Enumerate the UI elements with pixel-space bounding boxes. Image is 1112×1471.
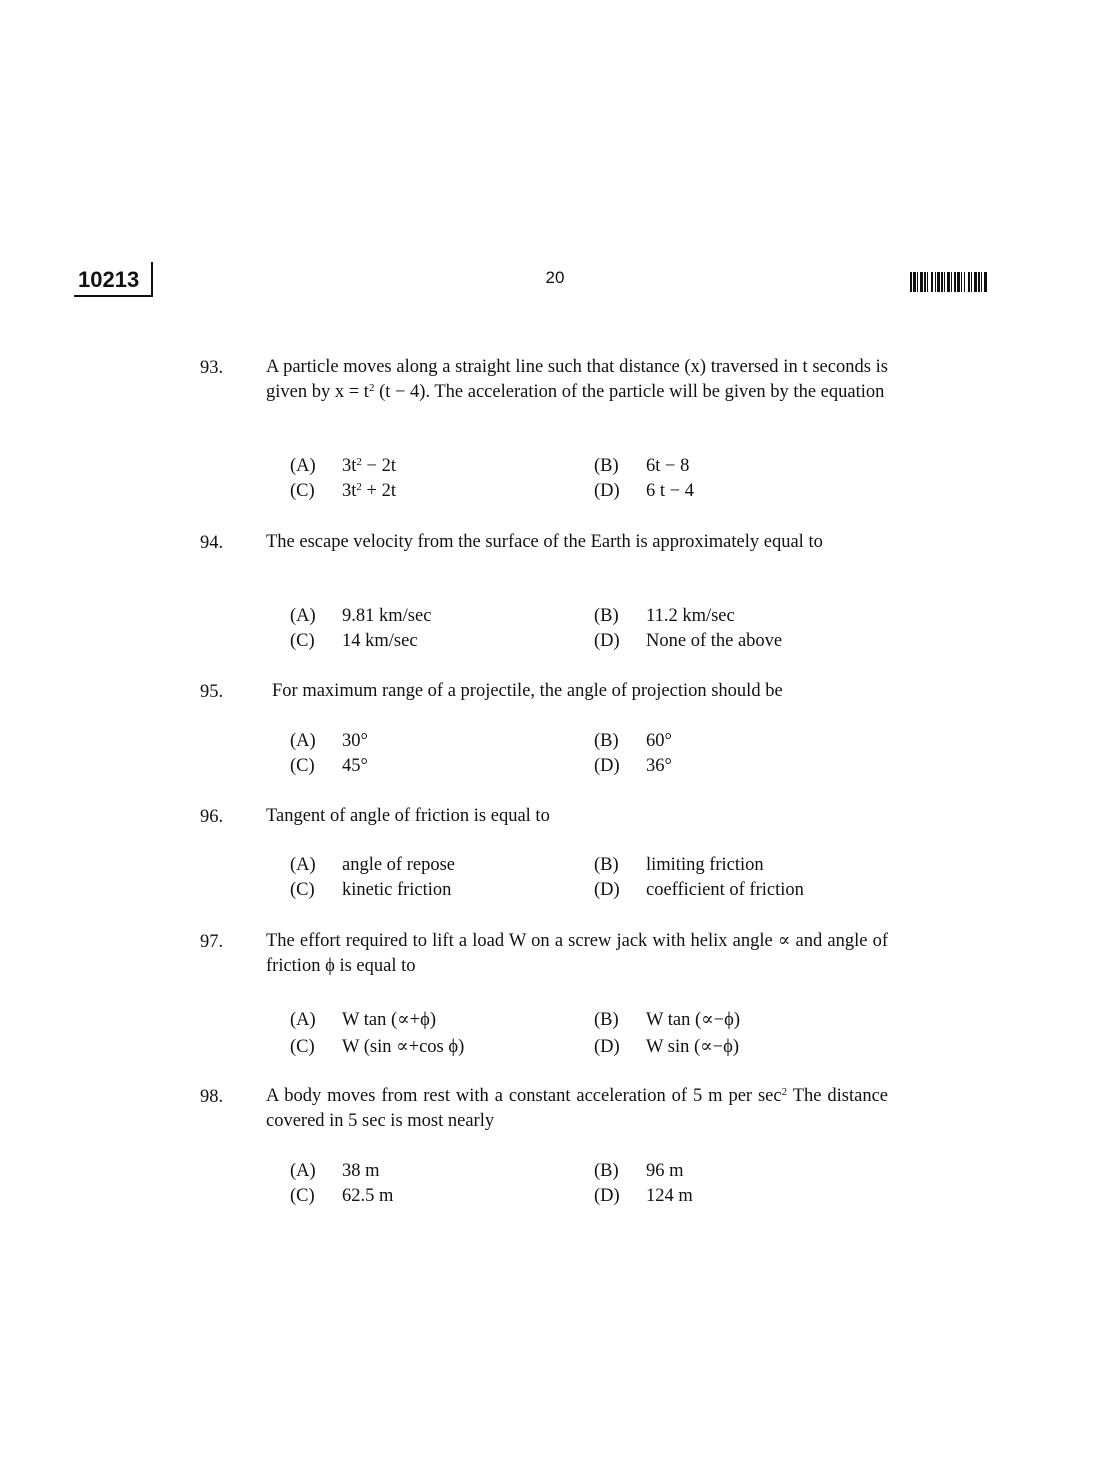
question-text: For maximum range of a projectile, the angle of projection should be [272, 681, 783, 701]
option-label: (C) [290, 481, 315, 501]
option-label: (D) [594, 631, 620, 651]
option-b [594, 855, 764, 876]
option-text: 124 m [646, 1186, 693, 1206]
question-number: 94. [200, 533, 224, 553]
option-label: (D) [594, 1037, 620, 1057]
option-label: (D) [594, 1186, 620, 1206]
option-label: (D) [594, 880, 620, 900]
option-a [290, 855, 455, 876]
option-a [290, 1161, 380, 1182]
option-text: W sin (∝−ϕ) [646, 1037, 739, 1057]
option-label: (D) [594, 756, 620, 776]
option-d [594, 880, 804, 901]
question-number: 97. [200, 932, 224, 952]
option-text: W (sin ∝+cos ϕ) [342, 1037, 465, 1057]
option-text: 62.5 m [342, 1186, 394, 1206]
option-a [290, 731, 368, 752]
option-b [594, 606, 735, 627]
option-c [290, 756, 368, 777]
question-number: 96. [200, 807, 224, 827]
option-a [290, 1009, 436, 1031]
option-label: (A) [290, 606, 316, 626]
question-text: A body moves from rest with a constant acceleration of 5 m per $\sec^2$ The distance covered in 5 sec is most nearly [266, 1086, 888, 1131]
option-d [594, 1186, 693, 1207]
question-text: The effort required to lift a load W on a screw jack with helix angle ∝ and angle of friction ϕ is equal to [266, 931, 888, 976]
option-label: (A) [290, 1161, 316, 1181]
option-c [290, 880, 451, 901]
option-d [594, 756, 672, 777]
option-label: (C) [290, 756, 315, 776]
option-b [594, 731, 672, 752]
question-number: 98. [200, 1087, 224, 1107]
option-text: 6t − 8 [646, 456, 690, 476]
option-label: (C) [290, 1037, 315, 1057]
option-label: (A) [290, 731, 316, 751]
question-text: Tangent of angle of friction is equal to [266, 806, 550, 826]
option-text: 36° [646, 756, 672, 776]
option-label: (A) [290, 855, 316, 875]
option-text: 14 km/sec [342, 631, 418, 651]
option-d [594, 481, 694, 502]
option-text: $3t^2 - 2t$ [342, 456, 396, 476]
option-label: (B) [594, 1010, 619, 1030]
option-text: angle of repose [342, 855, 456, 875]
option-a [290, 606, 431, 627]
option-text: W tan (∝−ϕ) [646, 1010, 740, 1030]
option-d [594, 631, 782, 652]
option-label: (B) [594, 855, 619, 875]
option-label: (C) [290, 1186, 315, 1206]
option-c [290, 631, 418, 652]
option-text: 45° [342, 756, 368, 776]
option-label: (B) [594, 456, 619, 476]
question-number: 95. [200, 682, 224, 702]
option-label: (B) [594, 731, 619, 751]
page-number: 20 [545, 268, 565, 287]
option-label: (D) [594, 481, 620, 501]
option-label: (A) [290, 1010, 316, 1030]
option-label: (A) [290, 456, 316, 476]
option-label: (C) [290, 880, 315, 900]
option-d [594, 1036, 739, 1058]
option-b [594, 1161, 684, 1182]
question-text: The escape velocity from the surface of the Earth is approximately equal to [266, 532, 823, 552]
option-label: (B) [594, 1161, 619, 1181]
option-b [594, 1009, 740, 1031]
option-c [290, 1186, 393, 1207]
option-label: (C) [290, 631, 315, 651]
paper-code: 10213 [74, 262, 153, 297]
option-text: 30° [342, 731, 368, 751]
option-text: 96 m [646, 1161, 684, 1181]
option-text: None of the above [646, 631, 783, 651]
option-label: (B) [594, 606, 619, 626]
option-text: limiting friction [646, 855, 764, 875]
option-text: 6 t − 4 [646, 481, 694, 501]
option-text: coefficient of friction [646, 880, 804, 900]
option-text: 60° [646, 731, 672, 751]
option-c [290, 1036, 464, 1058]
option-text: $3t^2 + 2t$ [342, 481, 396, 501]
option-a [290, 456, 396, 477]
option-b [594, 456, 689, 477]
option-text: W tan (∝+ϕ) [342, 1010, 436, 1030]
option-text: 38 m [342, 1161, 380, 1181]
option-text: 9.81 km/sec [342, 606, 432, 626]
option-c [290, 481, 396, 502]
option-text: 11.2 km/sec [646, 606, 735, 626]
question-text: A particle moves along a straight line such that distance (x) traversed in t seconds is given by $x = t^2$ (t − 4). The acceleration of the particle will be given by the equation [266, 357, 888, 402]
option-text: kinetic friction [342, 880, 452, 900]
barcode-icon [910, 272, 1040, 292]
question-number: 93. [200, 358, 224, 378]
